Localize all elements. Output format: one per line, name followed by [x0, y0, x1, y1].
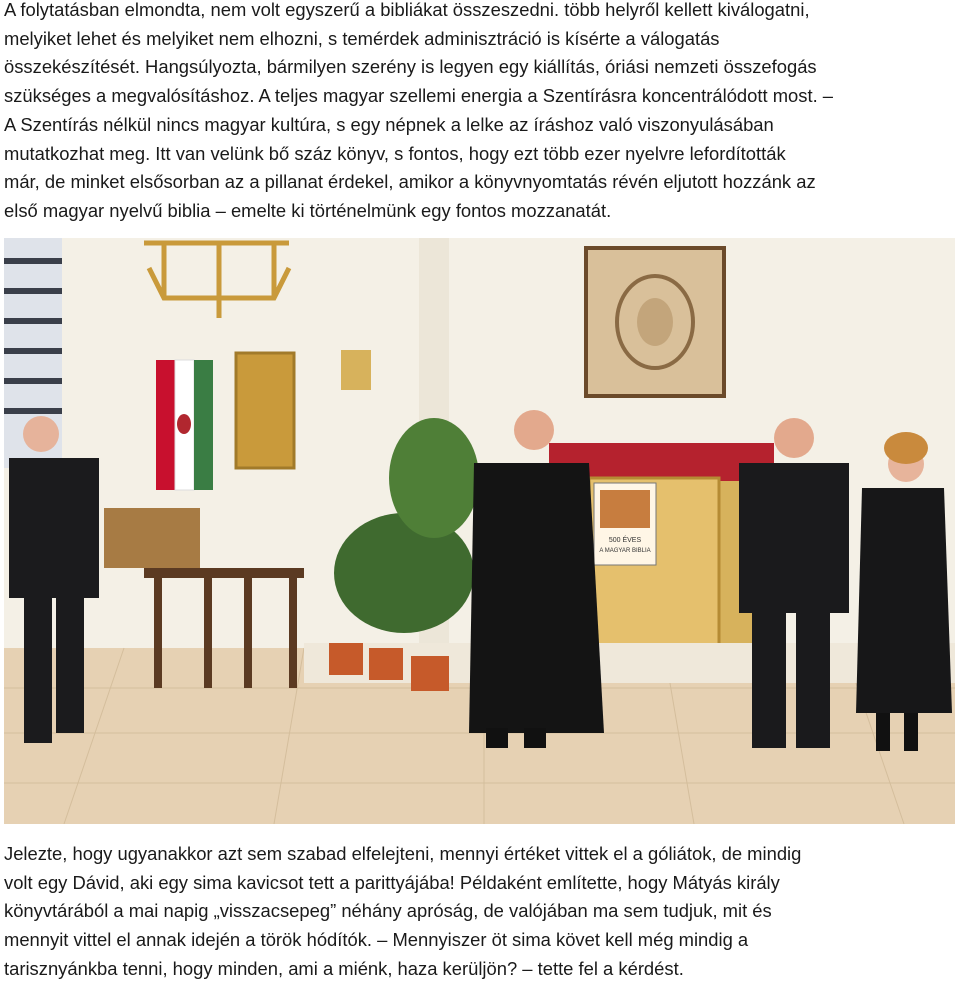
- text-line: Jelezte, hogy ugyanakkor azt sem szabad elfelejteni, mennyi értéket vittek el a góliátok, de mindig: [4, 843, 802, 864]
- article-paragraph-top: [4, 0, 954, 226]
- text-line: mennyit vittel el annak idején a török hódítók. – Mennyiszer öt sima követ kell még mindig a: [4, 929, 749, 951]
- text-line: volt egy Dávid, aki egy sima kavicsot tett a parittyájába! Példaként említette, hogy Mátyás király: [4, 871, 780, 893]
- poster-line: A MAGYAR BIBLIA: [599, 548, 651, 554]
- event-photo: [4, 238, 955, 824]
- text-line: már, de minket elsősorban az a pillanat érdekel, amikor a könyvnyomtatás révén eljutott hozzánk az: [4, 171, 816, 193]
- text-line: tarisznyánkba tenni, hogy minden, ami a miénk, haza kerüljön? – tette fel a kérdést.: [4, 957, 684, 979]
- article-paragraph-bottom: [4, 840, 954, 984]
- text-line: könyvtárából a mai napig „visszacsepeg” néhány apróság, de valójában ma sem tudjuk, mit és: [4, 900, 772, 922]
- poster-image: [600, 490, 650, 528]
- text-line: első magyar nyelvű biblia – emelte ki történelmünk egy fontos mozzanatát.: [4, 199, 612, 221]
- text-line: A folytatásban elmondta, nem volt egyszerű a bibliákat összeszedni. több helyről kellett kiválogatni,: [4, 0, 810, 20]
- embroidered-tapestry: [586, 248, 724, 396]
- text-line: mutatkozhat meg. Itt van velünk bő száz könyv, s fontos, hogy ezt több ezer nyelvre lefordították: [4, 142, 786, 164]
- photo-illustration: [4, 238, 955, 824]
- wall-lamp: [341, 350, 371, 390]
- poster-line: 500 ÉVES: [608, 537, 642, 544]
- hungarian-flag: [156, 360, 213, 490]
- text-line: összekészítését. Hangsúlyozta, bármilyen szerény is legyen egy kiállítás, óriási nemzeti összefogás: [4, 56, 817, 78]
- wooden-board: [236, 353, 294, 468]
- text-line: szükséges a megvalósításhoz. A teljes magyar szellemi energia a Szentírásra koncentrálódott most. –: [4, 85, 834, 107]
- text-line: A Szentírás nélkül nincs magyar kultúra, s egy népnek a lelke az íráshoz való viszonyulásában: [4, 113, 774, 135]
- text-line: melyiket lehet és melyiket nem elhozni, s temérdek adminisztráció is kísérte a válogatás: [4, 27, 720, 49]
